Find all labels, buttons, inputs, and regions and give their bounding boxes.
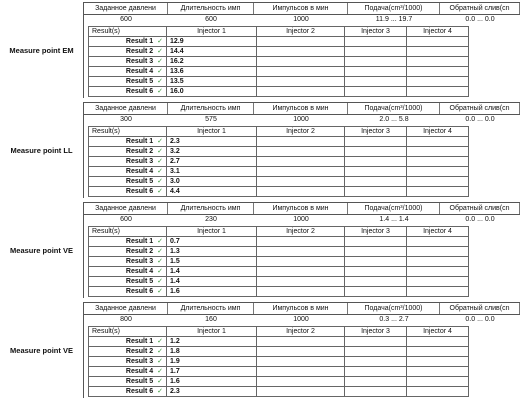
result-label-cell	[89, 187, 167, 197]
empty-cell	[257, 287, 345, 297]
result-label: Result 2	[125, 48, 154, 55]
measure-point-label: Measure point VE	[0, 302, 84, 398]
param-header-cell: Подача(cm³/1000)	[348, 3, 440, 14]
result-label-cell	[89, 147, 167, 157]
empty-cell	[345, 177, 407, 187]
injector-1-value: 2.7	[167, 157, 257, 167]
result-label-cell	[89, 177, 167, 187]
results-header-cell: Injector 3	[345, 327, 407, 337]
empty-cell	[345, 187, 407, 197]
param-value-cell: 0.0 ... 0.0	[465, 216, 495, 223]
result-label: Result 4	[125, 368, 154, 375]
injector-1-value: 1.9	[167, 357, 257, 367]
empty-cell	[345, 377, 407, 387]
check-icon: ✓	[157, 388, 163, 395]
table-row	[89, 367, 469, 377]
empty-cell	[345, 77, 407, 87]
empty-cell	[407, 57, 469, 67]
table-row	[89, 67, 469, 77]
empty-cell	[257, 267, 345, 277]
table-row	[89, 137, 469, 147]
injector-1-value: 3.1	[167, 167, 257, 177]
empty-cell	[257, 37, 345, 47]
check-icon: ✓	[157, 348, 163, 355]
table-row	[89, 267, 469, 277]
result-label-cell	[89, 167, 167, 177]
check-icon: ✓	[157, 288, 163, 295]
table-row	[89, 277, 469, 287]
result-label: Result 3	[125, 58, 154, 65]
param-header-cell: Импульсов в мин	[254, 303, 348, 314]
result-label-cell	[89, 267, 167, 277]
results-header-row	[89, 327, 469, 337]
result-label: Result 6	[125, 88, 154, 95]
result-label: Result 5	[125, 178, 154, 185]
results-header-cell: Injector 2	[257, 27, 345, 37]
empty-cell	[407, 347, 469, 357]
table-row	[89, 387, 469, 397]
empty-cell	[257, 57, 345, 67]
measure-block	[0, 300, 520, 400]
empty-cell	[345, 67, 407, 77]
injector-1-value: 0.7	[167, 237, 257, 247]
check-icon: ✓	[157, 78, 163, 85]
results-table-wrap	[88, 26, 468, 97]
check-icon: ✓	[157, 258, 163, 265]
param-header-cell: Длительность имп	[168, 103, 254, 114]
table-row	[89, 87, 469, 97]
measure-block	[0, 0, 520, 100]
empty-cell	[407, 177, 469, 187]
results-header-cell: Injector 2	[257, 327, 345, 337]
param-header-cell: Подача(cm³/1000)	[348, 103, 440, 114]
check-icon: ✓	[157, 178, 163, 185]
empty-cell	[257, 337, 345, 347]
empty-cell	[257, 387, 345, 397]
result-label: Result 4	[125, 68, 154, 75]
empty-cell	[257, 137, 345, 147]
injector-1-value: 1.6	[167, 287, 257, 297]
param-header-cell: Заданное давлени	[84, 203, 168, 214]
results-header-row	[89, 227, 469, 237]
empty-cell	[345, 147, 407, 157]
check-icon: ✓	[157, 238, 163, 245]
check-icon: ✓	[157, 188, 163, 195]
results-header-cell: Injector 1	[167, 27, 257, 37]
param-value-row	[84, 114, 520, 125]
table-row	[89, 337, 469, 347]
table-row	[89, 357, 469, 367]
empty-cell	[257, 377, 345, 387]
result-label-cell	[89, 367, 167, 377]
injector-1-value: 13.6	[167, 67, 257, 77]
table-row	[89, 157, 469, 167]
results-header-cell: Injector 4	[407, 127, 469, 137]
result-label: Result 5	[125, 278, 154, 285]
injector-1-value: 2.3	[167, 137, 257, 147]
result-label-cell	[89, 287, 167, 297]
empty-cell	[407, 37, 469, 47]
check-icon: ✓	[157, 248, 163, 255]
param-value-cell: 11.9 ... 19.7	[375, 16, 413, 23]
table-row	[89, 377, 469, 387]
empty-cell	[407, 357, 469, 367]
param-header-cell: Обратный слив(cn	[440, 303, 520, 314]
param-value-cell: 2.0 ... 5.8	[379, 116, 409, 123]
param-value-cell: 600	[120, 216, 132, 223]
result-label-cell	[89, 137, 167, 147]
empty-cell	[345, 347, 407, 357]
empty-cell	[257, 347, 345, 357]
results-table	[88, 26, 469, 97]
param-header-cell: Подача(cm³/1000)	[348, 303, 440, 314]
empty-cell	[345, 267, 407, 277]
results-header-cell: Injector 3	[345, 127, 407, 137]
results-header-cell: Result(s)	[89, 127, 167, 137]
empty-cell	[407, 237, 469, 247]
injector-1-value: 3.0	[167, 177, 257, 187]
empty-cell	[257, 157, 345, 167]
param-value-cell: 0.0 ... 0.0	[465, 16, 495, 23]
result-label: Result 6	[125, 288, 154, 295]
check-icon: ✓	[157, 48, 163, 55]
param-value-cell: 1000	[293, 316, 309, 323]
empty-cell	[345, 257, 407, 267]
injector-1-value: 1.4	[167, 267, 257, 277]
results-table-wrap	[88, 226, 468, 297]
result-label-cell	[89, 257, 167, 267]
result-label: Result 2	[125, 348, 154, 355]
results-header-cell: Injector 1	[167, 327, 257, 337]
injector-1-value: 1.3	[167, 247, 257, 257]
results-header-cell: Result(s)	[89, 227, 167, 237]
param-header-cell: Длительность имп	[168, 203, 254, 214]
results-table	[88, 226, 469, 297]
param-value-cell: 0.3 ... 2.7	[379, 316, 409, 323]
table-row	[89, 77, 469, 87]
empty-cell	[257, 237, 345, 247]
result-label: Result 5	[125, 378, 154, 385]
result-label: Result 6	[125, 388, 154, 395]
param-value-row	[84, 14, 520, 25]
injector-1-value: 1.6	[167, 377, 257, 387]
results-header-cell: Injector 4	[407, 227, 469, 237]
result-label-cell	[89, 247, 167, 257]
result-label-cell	[89, 47, 167, 57]
param-value-row	[84, 214, 520, 225]
table-row	[89, 57, 469, 67]
injector-1-value: 1.5	[167, 257, 257, 267]
table-row	[89, 187, 469, 197]
param-header-cell: Заданное давлени	[84, 303, 168, 314]
param-value-cell: 1000	[293, 116, 309, 123]
measure-point-label: Measure point VE	[0, 202, 84, 298]
result-label: Result 4	[125, 268, 154, 275]
param-value-cell: 800	[120, 316, 132, 323]
empty-cell	[407, 387, 469, 397]
results-header-cell: Injector 1	[167, 227, 257, 237]
empty-cell	[257, 167, 345, 177]
results-header-cell: Injector 4	[407, 327, 469, 337]
empty-cell	[257, 257, 345, 267]
result-label-cell	[89, 237, 167, 247]
check-icon: ✓	[157, 58, 163, 65]
empty-cell	[345, 37, 407, 47]
empty-cell	[345, 247, 407, 257]
empty-cell	[257, 147, 345, 157]
param-value-cell: 1.4 ... 1.4	[379, 216, 409, 223]
results-header-row	[89, 127, 469, 137]
empty-cell	[345, 277, 407, 287]
result-label-cell	[89, 387, 167, 397]
results-header-cell: Injector 3	[345, 227, 407, 237]
check-icon: ✓	[157, 88, 163, 95]
empty-cell	[407, 77, 469, 87]
empty-cell	[345, 157, 407, 167]
result-label-cell	[89, 157, 167, 167]
table-row	[89, 247, 469, 257]
check-icon: ✓	[157, 268, 163, 275]
param-header-cell: Обратный слив(cn	[440, 3, 520, 14]
empty-cell	[257, 177, 345, 187]
param-value-row	[84, 314, 520, 325]
measure-point-label: Measure point LL	[0, 102, 84, 198]
results-header-cell: Result(s)	[89, 27, 167, 37]
table-row	[89, 167, 469, 177]
param-header-cell: Импульсов в мин	[254, 203, 348, 214]
empty-cell	[257, 47, 345, 57]
check-icon: ✓	[157, 148, 163, 155]
table-row	[89, 37, 469, 47]
injector-1-value: 4.4	[167, 187, 257, 197]
empty-cell	[345, 137, 407, 147]
injector-1-value: 1.2	[167, 337, 257, 347]
empty-cell	[345, 287, 407, 297]
result-label: Result 1	[125, 138, 154, 145]
param-value-cell: 230	[205, 216, 217, 223]
injector-1-value: 3.2	[167, 147, 257, 157]
empty-cell	[345, 167, 407, 177]
param-value-cell: 160	[205, 316, 217, 323]
table-row	[89, 177, 469, 187]
param-value-cell: 1000	[293, 216, 309, 223]
table-row	[89, 287, 469, 297]
table-row	[89, 47, 469, 57]
check-icon: ✓	[157, 38, 163, 45]
empty-cell	[257, 77, 345, 87]
measure-block	[0, 200, 520, 300]
result-label: Result 4	[125, 168, 154, 175]
empty-cell	[407, 267, 469, 277]
param-header-cell: Импульсов в мин	[254, 103, 348, 114]
result-label-cell	[89, 57, 167, 67]
result-label: Result 1	[125, 38, 154, 45]
result-label-cell	[89, 77, 167, 87]
empty-cell	[345, 57, 407, 67]
empty-cell	[345, 337, 407, 347]
table-row	[89, 257, 469, 267]
injector-1-value: 1.4	[167, 277, 257, 287]
check-icon: ✓	[157, 138, 163, 145]
injector-1-value: 1.7	[167, 367, 257, 377]
result-label: Result 1	[125, 238, 154, 245]
measure-point-label: Measure point EM	[0, 2, 84, 98]
empty-cell	[407, 157, 469, 167]
empty-cell	[257, 357, 345, 367]
empty-cell	[257, 87, 345, 97]
empty-cell	[407, 87, 469, 97]
injector-1-value: 16.2	[167, 57, 257, 67]
result-label-cell	[89, 347, 167, 357]
results-header-cell: Injector 1	[167, 127, 257, 137]
results-table	[88, 326, 469, 397]
results-header-cell: Injector 2	[257, 227, 345, 237]
empty-cell	[345, 357, 407, 367]
param-header-cell: Обратный слив(cn	[440, 203, 520, 214]
empty-cell	[407, 337, 469, 347]
empty-cell	[257, 67, 345, 77]
param-header-cell: Длительность имп	[168, 3, 254, 14]
result-label-cell	[89, 87, 167, 97]
result-label: Result 3	[125, 158, 154, 165]
empty-cell	[407, 167, 469, 177]
table-row	[89, 237, 469, 247]
empty-cell	[407, 377, 469, 387]
result-label-cell	[89, 357, 167, 367]
param-header-cell: Импульсов в мин	[254, 3, 348, 14]
check-icon: ✓	[157, 368, 163, 375]
injector-1-value: 16.0	[167, 87, 257, 97]
empty-cell	[257, 247, 345, 257]
results-header-cell: Injector 2	[257, 127, 345, 137]
results-table-wrap	[88, 126, 468, 197]
empty-cell	[257, 367, 345, 377]
check-icon: ✓	[157, 338, 163, 345]
param-header-cell: Обратный слив(cn	[440, 103, 520, 114]
empty-cell	[345, 237, 407, 247]
results-table	[88, 126, 469, 197]
results-header-row	[89, 27, 469, 37]
param-header-cell: Заданное давлени	[84, 103, 168, 114]
check-icon: ✓	[157, 68, 163, 75]
injector-1-value: 2.3	[167, 387, 257, 397]
results-header-cell: Result(s)	[89, 327, 167, 337]
empty-cell	[407, 367, 469, 377]
result-label: Result 3	[125, 258, 154, 265]
table-row	[89, 147, 469, 157]
result-label-cell	[89, 337, 167, 347]
empty-cell	[345, 47, 407, 57]
param-header-cell: Заданное давлени	[84, 3, 168, 14]
param-header-cell: Подача(cm³/1000)	[348, 203, 440, 214]
check-icon: ✓	[157, 378, 163, 385]
empty-cell	[407, 257, 469, 267]
result-label: Result 3	[125, 358, 154, 365]
empty-cell	[407, 147, 469, 157]
param-value-cell: 600	[205, 16, 217, 23]
injector-1-value: 12.9	[167, 37, 257, 47]
param-value-cell: 600	[120, 16, 132, 23]
check-icon: ✓	[157, 168, 163, 175]
empty-cell	[407, 247, 469, 257]
result-label: Result 6	[125, 188, 154, 195]
results-table-wrap	[88, 326, 468, 397]
empty-cell	[345, 367, 407, 377]
result-label: Result 2	[125, 148, 154, 155]
check-icon: ✓	[157, 278, 163, 285]
check-icon: ✓	[157, 158, 163, 165]
result-label: Result 2	[125, 248, 154, 255]
param-value-cell: 0.0 ... 0.0	[465, 316, 495, 323]
result-label: Result 5	[125, 78, 154, 85]
empty-cell	[257, 187, 345, 197]
result-label-cell	[89, 377, 167, 387]
empty-cell	[407, 287, 469, 297]
result-label-cell	[89, 37, 167, 47]
results-header-cell: Injector 4	[407, 27, 469, 37]
param-value-cell: 575	[205, 116, 217, 123]
injector-1-value: 14.4	[167, 47, 257, 57]
check-icon: ✓	[157, 358, 163, 365]
empty-cell	[257, 277, 345, 287]
injector-1-value: 13.5	[167, 77, 257, 87]
empty-cell	[407, 187, 469, 197]
measure-block	[0, 100, 520, 200]
param-header-cell: Длительность имп	[168, 303, 254, 314]
result-label: Result 1	[125, 338, 154, 345]
empty-cell	[407, 137, 469, 147]
param-value-cell: 0.0 ... 0.0	[465, 116, 495, 123]
result-label-cell	[89, 277, 167, 287]
results-header-cell: Injector 3	[345, 27, 407, 37]
injector-1-value: 1.8	[167, 347, 257, 357]
param-value-cell: 300	[120, 116, 132, 123]
empty-cell	[345, 387, 407, 397]
empty-cell	[407, 67, 469, 77]
table-row	[89, 347, 469, 357]
empty-cell	[345, 87, 407, 97]
empty-cell	[407, 277, 469, 287]
result-label-cell	[89, 67, 167, 77]
empty-cell	[407, 47, 469, 57]
param-value-cell: 1000	[293, 16, 309, 23]
